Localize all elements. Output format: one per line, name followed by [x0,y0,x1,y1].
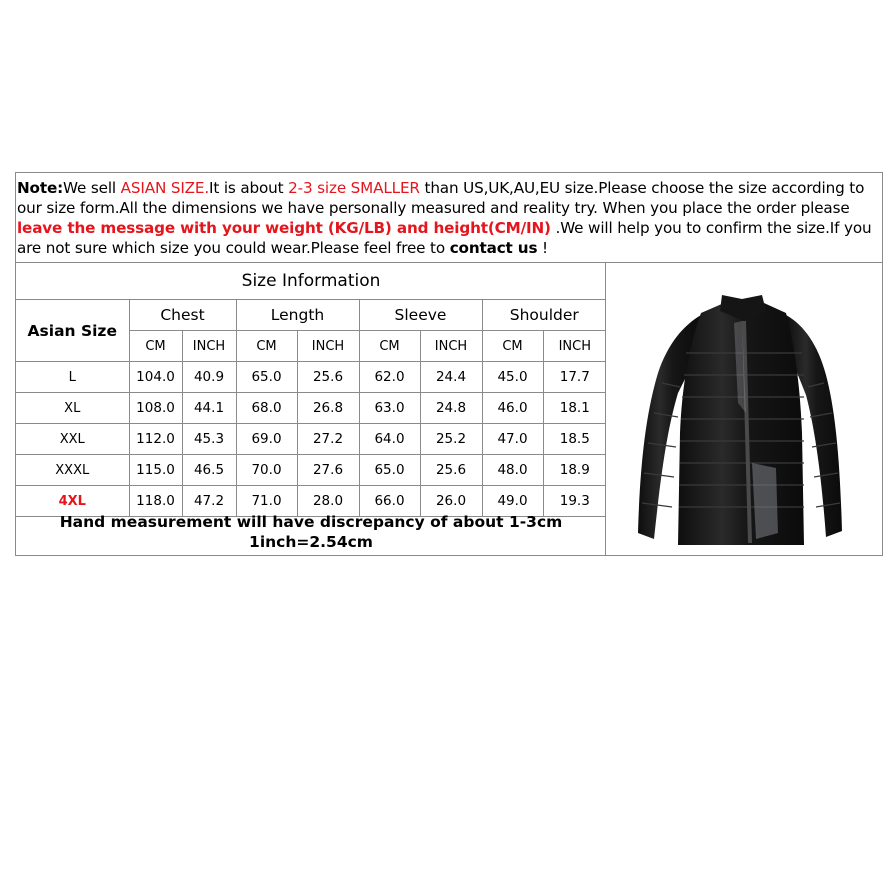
table-cell: 47.0 [482,424,543,455]
unit-header: CM [482,331,543,362]
table-cell: 69.0 [236,424,297,455]
table-cell: 27.2 [297,424,359,455]
table-cell: 108.0 [129,393,182,424]
asian-size-header: Asian Size [16,300,129,362]
size-label: L [16,362,129,393]
note-text-7: .We will help you to confirm the size.If you are not sure which size you could wear.Please feel free to [17,219,872,257]
unit-header: CM [129,331,182,362]
chest-header: Chest [129,300,236,331]
table-cell: 47.2 [182,486,236,517]
footnote-discrepancy: Hand measurement will have discrepancy of about 1-3cm [59,513,563,531]
table-cell: 25.6 [420,455,482,486]
table-cell: 27.6 [297,455,359,486]
table-cell: 118.0 [129,486,182,517]
table-cell: 18.1 [543,393,606,424]
table-cell: 18.5 [543,424,606,455]
note-text-0: Note: [17,179,64,197]
table-cell: 65.0 [359,455,420,486]
sleeve-header: Sleeve [359,300,482,331]
size-label: XXXL [16,455,129,486]
table-cell: 68.0 [236,393,297,424]
table-cell: 46.0 [482,393,543,424]
table-row [16,424,606,455]
table-cell: 71.0 [236,486,297,517]
table-cell: 40.9 [182,362,236,393]
table-cell: 24.8 [420,393,482,424]
note-text-4: 2-3 size SMALLER [288,179,420,197]
size-note [16,173,882,263]
table-title: Size Information [16,263,606,300]
jacket-icon [606,263,882,556]
table-row [16,393,606,424]
table-cell: 19.3 [543,486,606,517]
size-chart-sheet [15,172,883,556]
table-cell: 17.7 [543,362,606,393]
product-photo [606,263,882,556]
table-cell: 25.6 [297,362,359,393]
table-cell: 65.0 [236,362,297,393]
unit-header: CM [359,331,420,362]
unit-header: INCH [297,331,359,362]
note-text-5: than US,UK,AU,EU size.Please choose the size according to our size form.All the dimensions we have personally measured and reality try. When you place the order please [17,179,865,217]
table-cell: 26.8 [297,393,359,424]
size-table-wrapper [16,263,606,556]
table-cell: 66.0 [359,486,420,517]
note-text-9: ! [537,239,548,257]
table-cell: 24.4 [420,362,482,393]
note-text-8: contact us [449,239,538,257]
table-cell: 45.0 [482,362,543,393]
table-cell: 104.0 [129,362,182,393]
note-text-6: leave the message with your weight (KG/LB) and height(CM/IN) [17,219,551,237]
table-cell: 46.5 [182,455,236,486]
table-row [16,362,606,393]
unit-header: CM [236,331,297,362]
table-cell: 63.0 [359,393,420,424]
shoulder-header: Shoulder [482,300,606,331]
size-label: XXL [16,424,129,455]
footnote-conversion: 1inch=2.54cm [249,533,373,551]
measurement-footnote [16,508,606,552]
unit-header: INCH [182,331,236,362]
length-header: Length [236,300,359,331]
table-cell: 48.0 [482,455,543,486]
note-text-1: We sell [63,179,121,197]
table-cell: 28.0 [297,486,359,517]
table-cell: 62.0 [359,362,420,393]
table-row [16,455,606,486]
note-text-3: It is about [209,179,289,197]
table-cell: 112.0 [129,424,182,455]
size-table [16,263,606,517]
unit-header: INCH [543,331,606,362]
table-cell: 45.3 [182,424,236,455]
unit-header: INCH [420,331,482,362]
table-cell: 26.0 [420,486,482,517]
table-cell: 70.0 [236,455,297,486]
note-text-2: ASIAN SIZE. [120,179,210,197]
table-cell: 25.2 [420,424,482,455]
table-cell: 18.9 [543,455,606,486]
table-cell: 44.1 [182,393,236,424]
size-label: 4XL [16,486,129,517]
size-label: XL [16,393,129,424]
table-cell: 64.0 [359,424,420,455]
table-cell: 115.0 [129,455,182,486]
table-cell: 49.0 [482,486,543,517]
